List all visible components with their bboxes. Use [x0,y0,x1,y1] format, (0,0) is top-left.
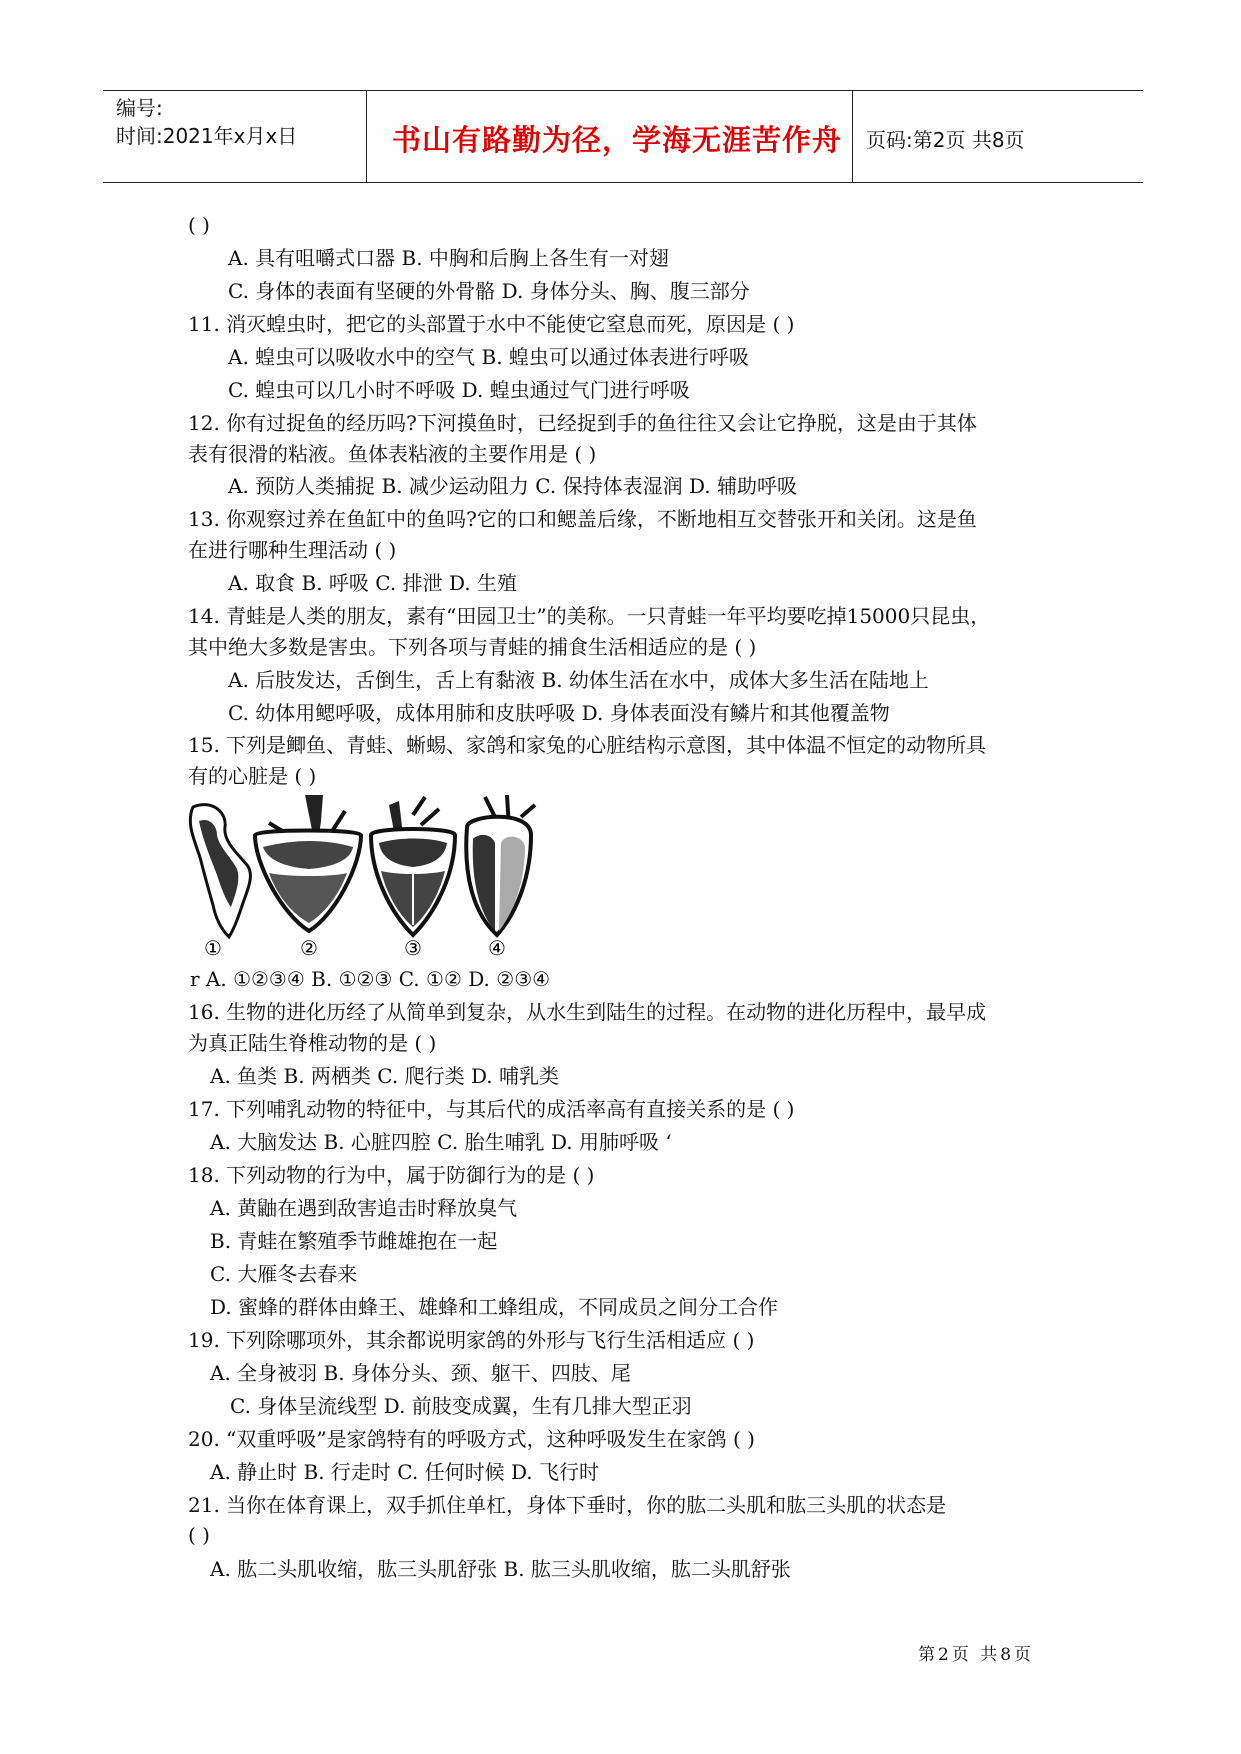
heart-4-four-chambered [466,795,535,935]
question-14: 14. 青蛙是人类的朋友，素有“田园卫士”的美称。一只青蛙一年平均要吃掉15000只昆虫， [188,604,991,628]
option-line: C. 大雁冬去春来 [210,1262,358,1286]
figure-label-2: ② [300,936,318,960]
serial-label: 编号: [116,96,163,120]
question-18: 18. 下列动物的行为中，属于防御行为的是 ( ) [188,1163,595,1187]
header-top-rule [103,90,1143,91]
figure-label-3: ③ [404,936,422,960]
option-line: C. 身体的表面有坚硬的外骨骼 D. 身体分头、胸、腹三部分 [228,279,750,303]
option-line: A. 大脑发达 B. 心脏四腔 C. 胎生哺乳 D. 用肺呼吸 ‘ [210,1130,672,1154]
option-line: B. 青蛙在繁殖季节雌雄抱在一起 [210,1229,498,1253]
question-14-cont: 其中绝大多数是害虫。下列各项与青蛙的捕食生活相适应的是 ( ) [188,635,757,659]
question-15-cont: 有的心脏是 ( ) [188,764,317,788]
figure-label-4: ④ [488,936,506,960]
option-line: A. 静止时 B. 行走时 C. 任何时候 D. 飞行时 [210,1460,599,1484]
question-17: 17. 下列哺乳动物的特征中，与其后代的成活率高有直接关系的是 ( ) [188,1097,795,1121]
motto: 书山有路勤为径，学海无涯苦作舟 [392,123,843,157]
option-line: D. 蜜蜂的群体由蜂王、雄蜂和工蜂组成，不同成员之间分工合作 [210,1295,779,1319]
question-16-cont: 为真正陆生脊椎动物的是 ( ) [188,1031,437,1055]
question-11: 11. 消灭蝗虫时，把它的头部置于水中不能使它窒息而死，原因是 ( ) [188,312,795,336]
question-19: 19. 下列除哪项外，其余都说明家鸽的外形与飞行生活相适应 ( ) [188,1328,755,1352]
header-bottom-rule [103,182,1143,183]
figure-label-1: ① [204,936,222,960]
question-16: 16. 生物的进化历经了从简单到复杂，从水生到陆生的过程。在动物的进化历程中，最早成 [188,1000,987,1024]
option-line: A. 全身被羽 B. 身体分头、颈、躯干、四肢、尾 [210,1361,631,1385]
heart-structure-figure [185,795,605,960]
option-line: C. 身体呈流线型 D. 前肢变成翼，生有几排大型正羽 [230,1394,692,1418]
option-line: A. 取食 B. 呼吸 C. 排泄 D. 生殖 [228,571,517,595]
question-13-cont: 在进行哪种生理活动 ( ) [188,538,397,562]
text-line: ( ) [188,213,210,237]
option-line: A. 肱二头肌收缩，肱三头肌舒张 B. 肱三头肌收缩，肱二头肌舒张 [210,1557,791,1581]
option-line: A. 蝗虫可以吸收水中的空气 B. 蝗虫可以通过体表进行呼吸 [228,345,749,369]
header-divider-right [852,90,853,182]
question-12: 12. 你有过捉鱼的经历吗?下河摸鱼时，已经捉到手的鱼往往又会让它挣脱，这是由于其体 [188,411,977,435]
question-13: 13. 你观察过养在鱼缸中的鱼吗?它的口和鳃盖后缘，不断地相互交替张开和关闭。这是鱼 [188,507,977,531]
header-divider-left [366,90,367,182]
option-line: A. 黄鼬在遇到敌害追击时释放臭气 [210,1196,518,1220]
heart-1-fish [190,805,250,937]
option-line: r A. ①②③④ B. ①②③ C. ①② D. ②③④ [190,967,551,991]
question-21-cont: ( ) [188,1523,210,1547]
option-line: C. 幼体用鳃呼吸，成体用肺和皮肤呼吸 D. 身体表面没有鳞片和其他覆盖物 [228,701,890,725]
question-12-cont: 表有很滑的粘液。鱼体表粘液的主要作用是 ( ) [188,442,597,466]
heart-3-lizard [371,797,455,935]
option-line: A. 鱼类 B. 两栖类 C. 爬行类 D. 哺乳类 [210,1064,559,1088]
page-footer: 第2页 共8页 [918,1645,1035,1665]
question-21: 21. 当你在体育课上，双手抓住单杠，身体下垂时，你的肱二头肌和肱三头肌的状态是 [188,1493,947,1517]
page-code: 页码:第2页 共8页 [866,128,1025,152]
option-line: A. 具有咀嚼式口器 B. 中胸和后胸上各生有一对翅 [228,246,669,270]
option-line: A. 预防人类捕捉 B. 减少运动阻力 C. 保持体表湿润 D. 辅助呼吸 [228,474,797,498]
option-line: C. 蝗虫可以几小时不呼吸 D. 蝗虫通过气门进行呼吸 [228,378,690,402]
option-line: A. 后肢发达，舌倒生，舌上有黏液 B. 幼体生活在水中，成体大多生活在陆地上 [228,668,929,692]
time-label: 时间:2021年x月x日 [116,124,298,148]
question-20: 20. “双重呼吸”是家鸽特有的呼吸方式，这种呼吸发生在家鸽 ( ) [188,1427,755,1451]
question-15: 15. 下列是鲫鱼、青蛙、蜥蜴、家鸽和家兔的心脏结构示意图，其中体温不恒定的动物所具 [188,733,987,757]
heart-2-frog [255,795,361,931]
